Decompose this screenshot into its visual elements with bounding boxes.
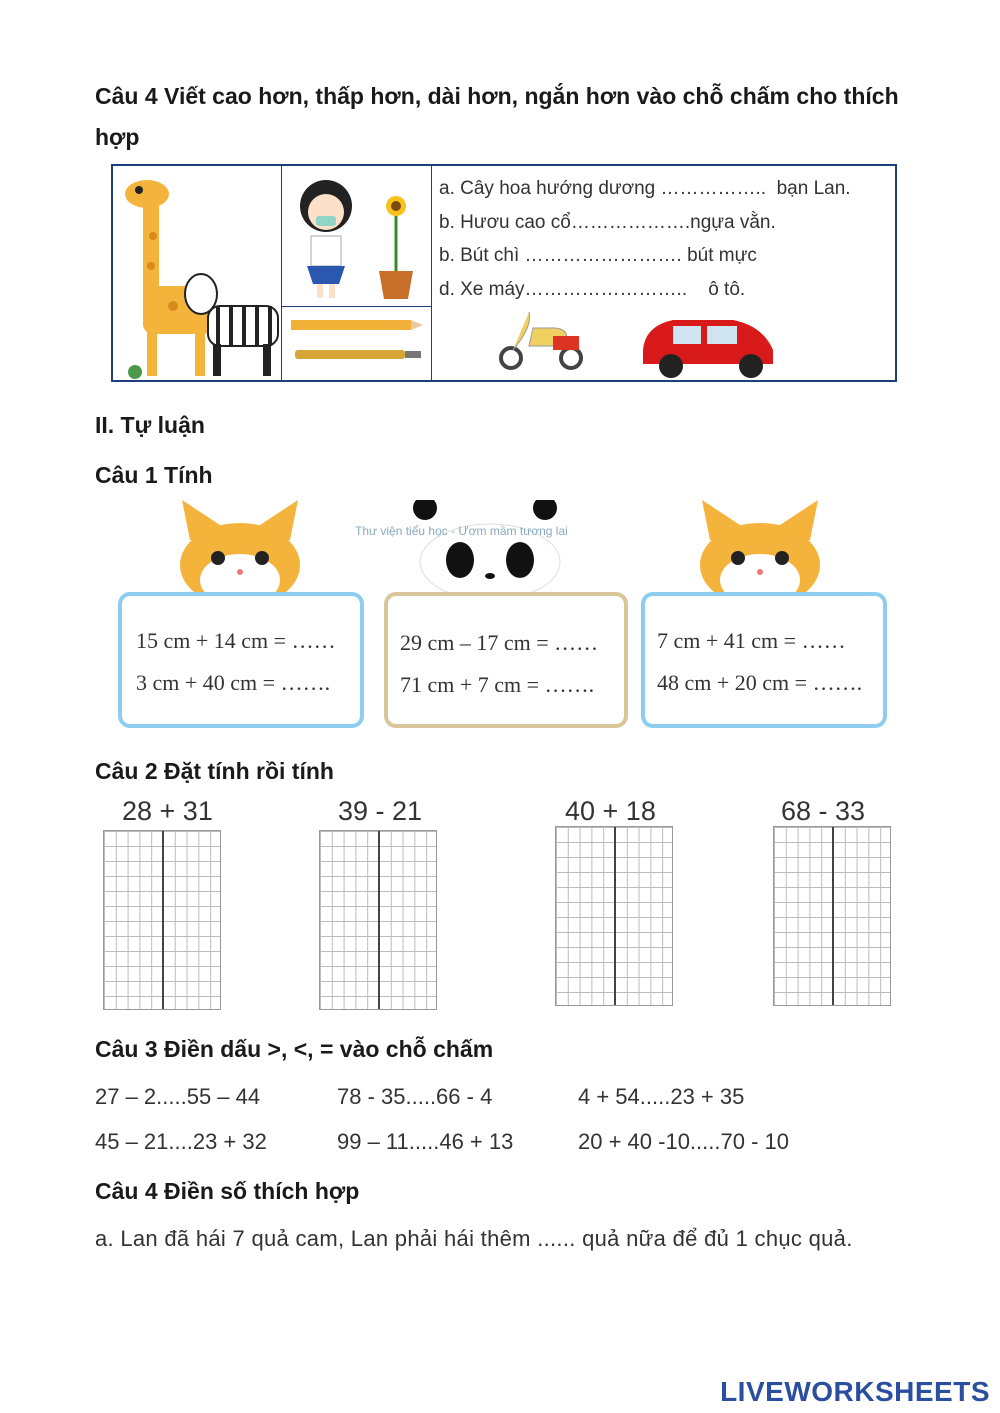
eq: 7 cm + 41 cm = …… xyxy=(657,628,846,653)
cau1-box-1 xyxy=(118,592,364,728)
giraffe-zebra-illustration xyxy=(113,166,281,380)
answer-grid[interactable] xyxy=(773,826,891,1006)
section-2-title: II. Tự luận xyxy=(95,412,205,438)
q4-title: Câu 4 Viết cao hơn, thấp hơn, dài hơn, ngắn hơn vào chỗ chấm cho thích hợp xyxy=(95,83,899,150)
line-d: d. Xe máy…………………….. ô tô. xyxy=(439,278,746,300)
pencil-pen-cell xyxy=(281,306,432,380)
eq: 71 cm + 7 cm = ……. xyxy=(400,672,595,697)
line-b1: b. Hươu cao cổ……………….ngựa vằn. xyxy=(439,211,776,233)
eq: 48 cm + 20 cm = ……. xyxy=(657,670,863,695)
problem-1: 28 + 31 xyxy=(122,796,213,826)
panda-icon xyxy=(405,500,575,600)
liveworksheets-logo: LIVEWORKSHEETS xyxy=(720,1376,990,1407)
cau2-title: Câu 2 Đặt tính rồi tính xyxy=(95,758,334,784)
problem-3: 40 + 18 xyxy=(565,796,656,826)
giraffe-zebra-cell xyxy=(113,166,282,380)
eq: 15 cm + 14 cm = …… xyxy=(136,628,336,653)
line-b2: b. Bút chì ……………………. bút mực xyxy=(439,245,757,266)
cau1-title: Câu 1 Tính xyxy=(95,462,213,488)
cau1-box-2 xyxy=(384,592,628,728)
girl-sunflower-cell xyxy=(281,166,432,307)
comparison-lines xyxy=(439,172,851,306)
problem-4: 68 - 33 xyxy=(781,796,866,826)
problem-2: 39 - 21 xyxy=(338,796,423,826)
compare-item: 45 – 21....23 + 32 xyxy=(95,1129,267,1154)
answer-grid[interactable] xyxy=(319,830,437,1010)
pencil-pen-illustration xyxy=(281,306,431,380)
compare-item: 99 – 11.....46 + 13 xyxy=(337,1129,514,1154)
cau4-title: Câu 4 Điền số thích hợp xyxy=(95,1178,360,1204)
compare-item: 4 + 54.....23 + 35 xyxy=(578,1084,745,1109)
motorbike-car-illustration xyxy=(493,306,813,380)
cau4-text: a. Lan đã hái 7 quả cam, Lan phải hái thêm ...... quả nữa để đủ 1 chục quả. xyxy=(95,1226,853,1251)
comparison-table xyxy=(111,164,897,382)
line-a: a. Cây hoa hướng dương …………….. bạn Lan. xyxy=(439,178,851,199)
cau3-title: Câu 3 Điền dấu >, <, = vào chỗ chấm xyxy=(95,1036,494,1062)
answer-grid[interactable] xyxy=(103,830,221,1010)
compare-item: 27 – 2.....55 – 44 xyxy=(95,1084,261,1109)
compare-item: 78 - 35.....66 - 4 xyxy=(337,1084,493,1109)
answer-grid[interactable] xyxy=(555,826,673,1006)
eq: 29 cm – 17 cm = …… xyxy=(400,630,599,655)
eq: 3 cm + 40 cm = ……. xyxy=(136,670,331,695)
compare-item: 20 + 40 -10.....70 - 10 xyxy=(578,1129,789,1154)
watermark-text: Thư viện tiểu học - Ươm mầm tương lai xyxy=(355,524,568,538)
girl-sunflower-illustration xyxy=(281,166,431,306)
cau1-box-3 xyxy=(641,592,887,728)
